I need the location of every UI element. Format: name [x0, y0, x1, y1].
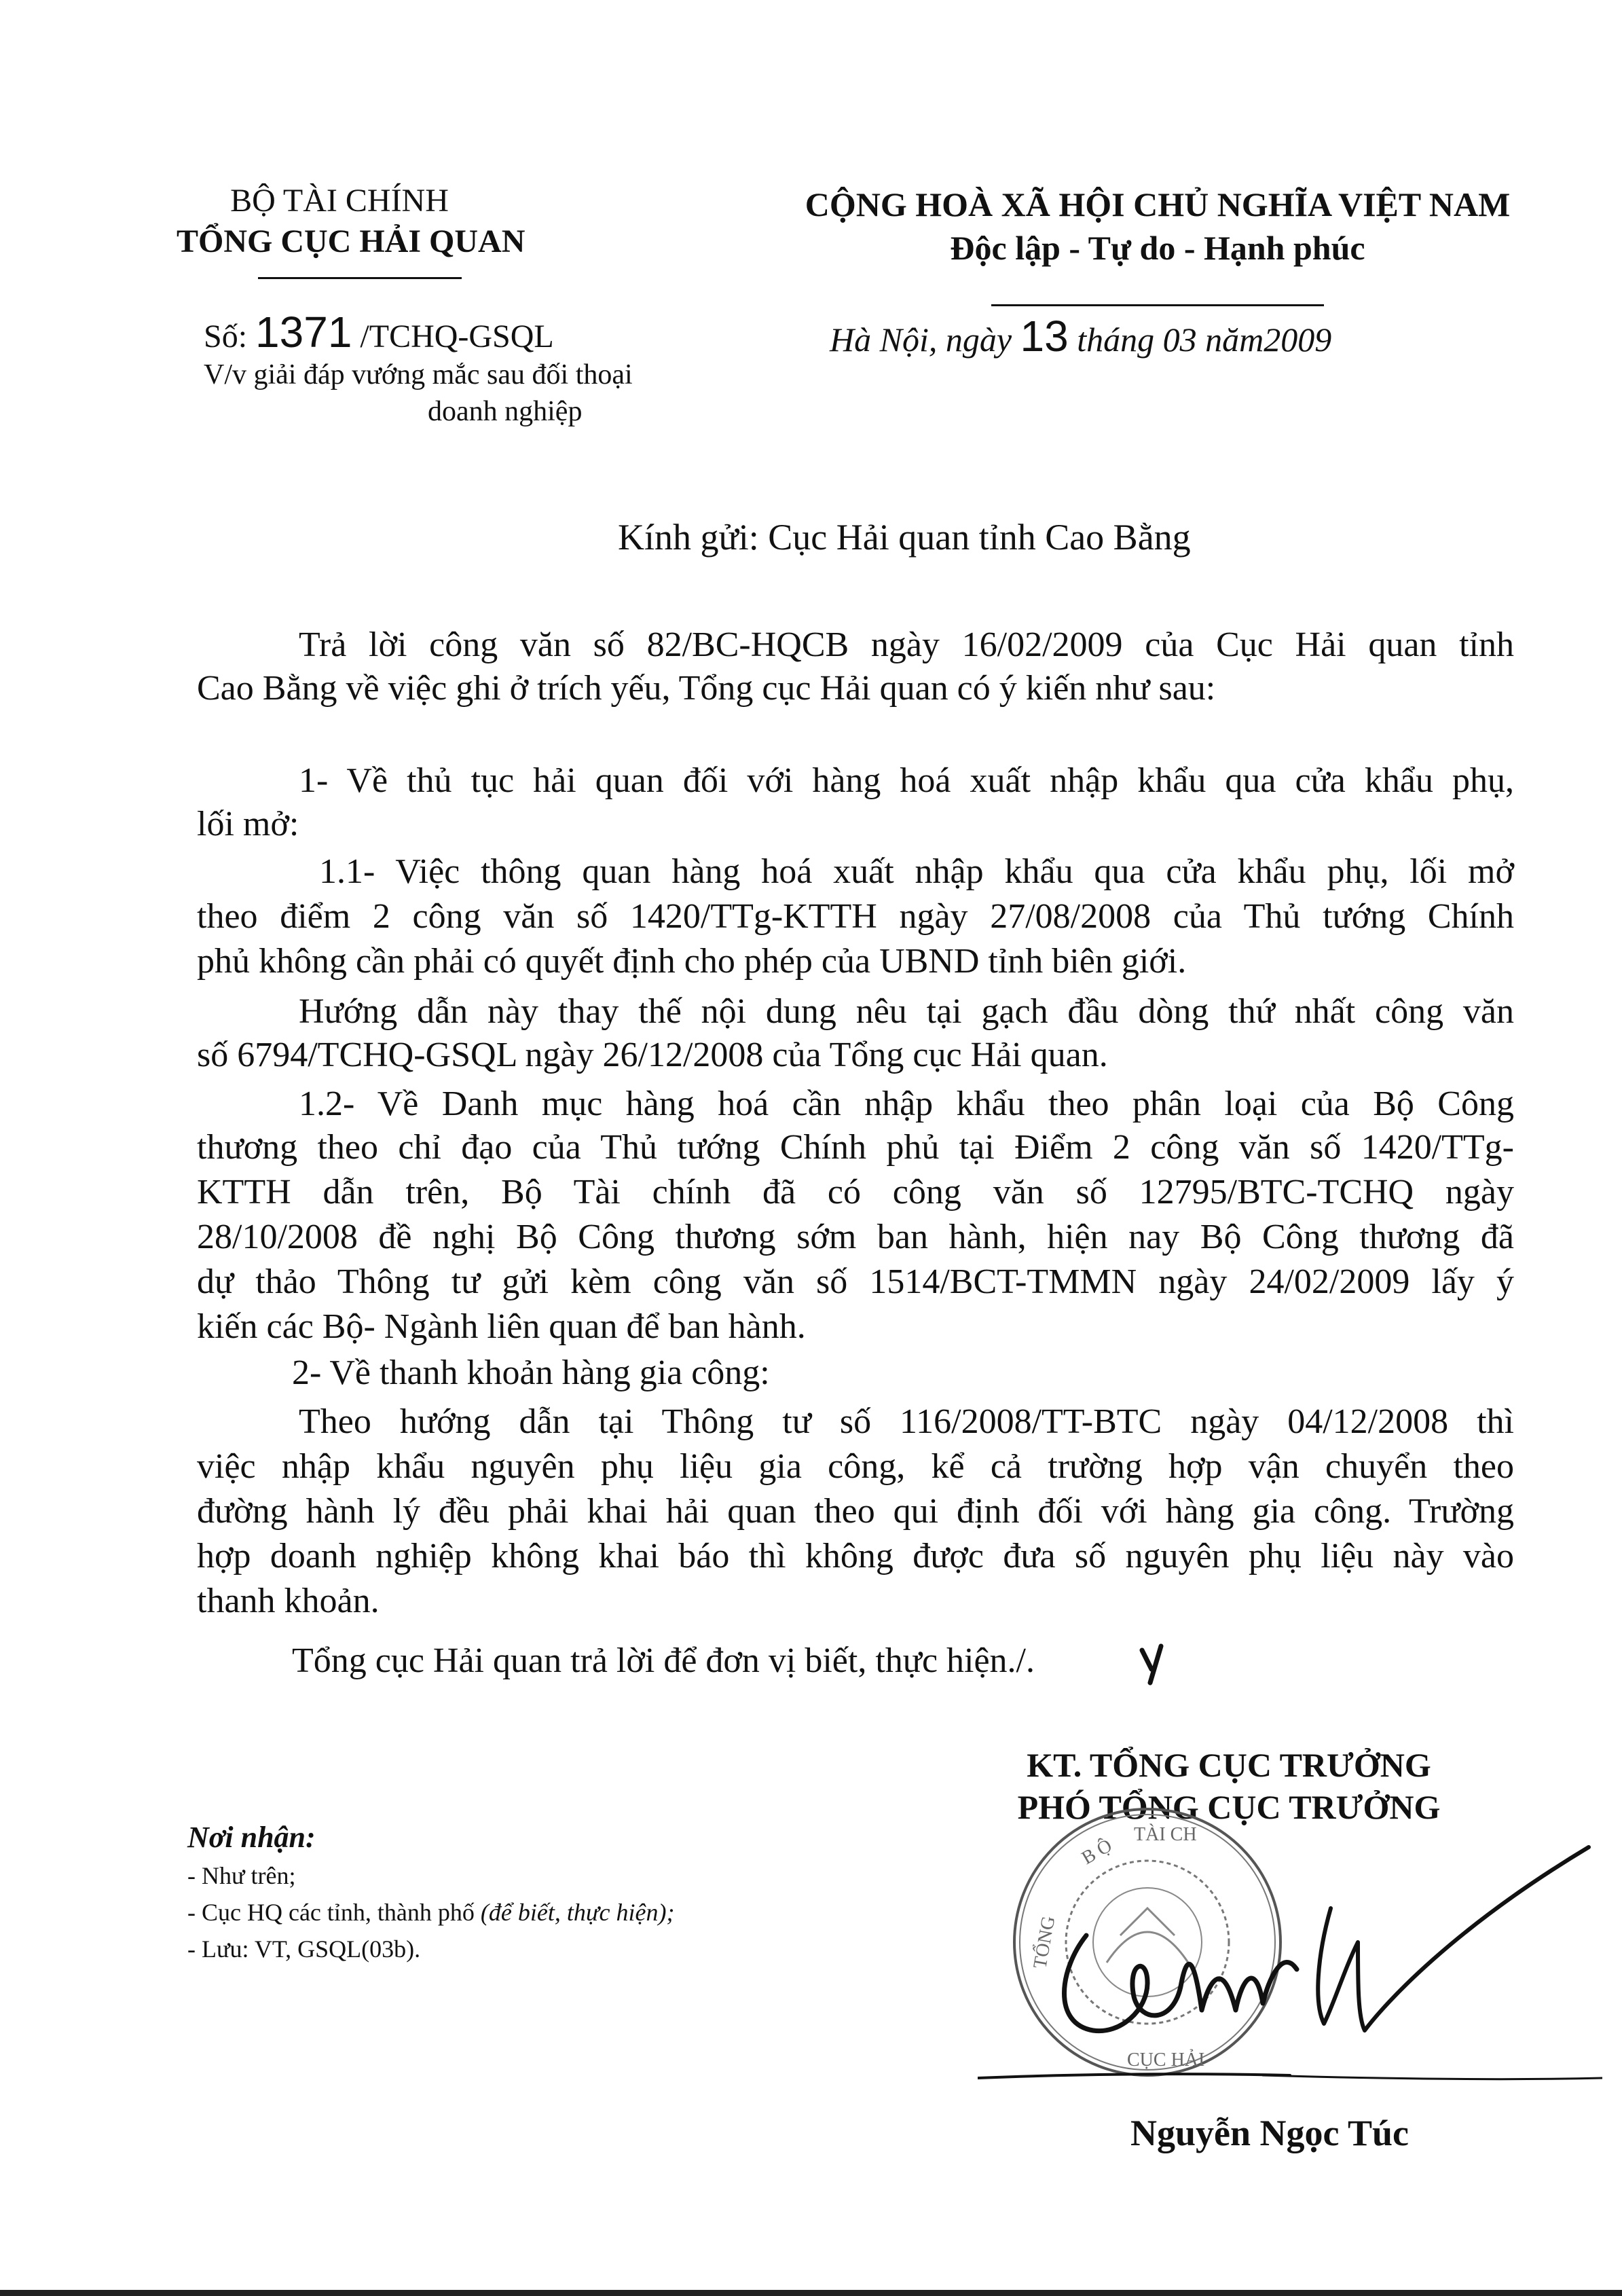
recipient-2: [187, 1896, 674, 1929]
national-motto: Độc lập - Tự do - Hạnh phúc: [950, 229, 1365, 267]
body-line-14: dự thảo Thông tư gửi kèm công văn số 1514/BCT-TMMN ngày 24/02/2009 lấy ý: [197, 1262, 1514, 1301]
body-line-5: 1.1- Việc thông quan hàng hoá xuất nhập khẩu qua cửa khẩu phụ, lối mở: [319, 852, 1514, 891]
body-line-8: Hướng dẫn này thay thế nội dung nêu tại gạch đầu dòng thứ nhất công văn: [299, 992, 1514, 1031]
header-right-rule: [991, 304, 1324, 306]
body-line-1: Trả lời công văn số 82/BC-HQCB ngày 16/02/2009 của Cục Hải quan tỉnh: [299, 625, 1514, 664]
date-day: 13: [1020, 312, 1069, 361]
doc-subject-line1: V/v giải đáp vướng mắc sau đối thoại: [204, 359, 633, 390]
date-year-label: năm: [1205, 321, 1264, 359]
body-line-18: việc nhập khẩu nguyên phụ liệu gia công, kể cả trường hợp vận chuyển theo: [197, 1447, 1514, 1486]
recipient-3: - Lưu: VT, GSQL(03b).: [187, 1935, 421, 1963]
body-line-12: KTTH dẫn trên, Bộ Tài chính đã có công văn số 12795/BTC-TCHQ ngày: [197, 1173, 1514, 1211]
body-line-2: Cao Bằng về việc ghi ở trích yếu, Tổng cục Hải quan có ý kiến như sau:: [197, 669, 1216, 708]
body-line-19: đường hành lý đều phải khai hải quan theo qui định đối với hàng gia công. Trường: [197, 1492, 1514, 1531]
svg-text:TÀI CH: TÀI CH: [1134, 1824, 1197, 1845]
body-line-22: Tổng cục Hải quan trả lời để đơn vị biết, thực hiện./.: [292, 1641, 1035, 1680]
doc-number-label: Số:: [204, 318, 248, 354]
date-year: 2009: [1264, 321, 1332, 359]
body-line-3: 1- Về thủ tục hải quan đối với hàng hoá xuất nhập khẩu qua cửa khẩu phụ,: [299, 761, 1514, 800]
body-line-7: phủ không cần phải có quyết định cho phép của UBND tỉnh biên giới.: [197, 942, 1187, 981]
date-month-label: tháng: [1077, 321, 1155, 359]
recipients-title: Nơi nhận:: [187, 1821, 316, 1854]
addressee: Kính gửi: Cục Hải quan tỉnh Cao Bằng: [618, 517, 1191, 558]
body-line-21: thanh khoản.: [197, 1582, 380, 1620]
signer-name: Nguyễn Ngọc Túc: [1130, 2113, 1409, 2153]
body-line-11: thương theo chỉ đạo của Thủ tướng Chính phủ tại Điểm 2 công văn số 1420/TTg-: [197, 1128, 1514, 1167]
svg-text:B Ộ: B Ộ: [1078, 1835, 1116, 1870]
body-line-17: Theo hướng dẫn tại Thông tư số 116/2008/TT-BTC ngày 04/12/2008 thì: [299, 1402, 1514, 1441]
recipient-2-text: - Cục HQ các tỉnh, thành phố: [187, 1899, 481, 1926]
date-prefix: Hà Nội, ngày: [830, 321, 1012, 359]
body-line-16: 2- Về thanh khoản hàng gia công:: [292, 1353, 770, 1392]
doc-subject-line2: doanh nghiệp: [428, 396, 583, 427]
body-line-6: theo điểm 2 công văn số 1420/TTg-KTTH ngày 27/08/2008 của Thủ tướng Chính: [197, 897, 1514, 936]
scan-bottom-edge: [0, 2290, 1622, 2296]
country-name: CỘNG HOÀ XÃ HỘI CHỦ NGHĨA VIỆT NAM: [805, 185, 1511, 223]
doc-number-value: 1371: [255, 308, 352, 357]
svg-text:CỤC HẢI: CỤC HẢI: [1127, 2049, 1205, 2071]
svg-text:TỔNG: TỔNG: [1029, 1914, 1060, 1971]
doc-number-suffix: /TCHQ-GSQL: [360, 318, 554, 354]
ministry-name: BỘ TÀI CHÍNH: [230, 183, 449, 219]
body-line-9: số 6794/TCHQ-GSQL ngày 26/12/2008 của Tổng cục Hải quan.: [197, 1036, 1108, 1074]
doc-date: [830, 311, 1331, 361]
initial-mark-icon: [1138, 1643, 1165, 1685]
handwritten-signature-icon: [978, 1806, 1602, 2105]
body-line-20: hợp doanh nghiệp không khai báo thì không được đưa số nguyên phụ liệu này vào: [197, 1537, 1514, 1575]
signature-title-1: KT. TỔNG CỤC TRƯỞNG: [1027, 1746, 1431, 1784]
body-line-4: lối mở:: [197, 805, 299, 843]
recipient-1: - Như trên;: [187, 1862, 296, 1889]
body-line-15: kiến các Bộ- Ngành liên quan để ban hành.: [197, 1307, 806, 1346]
body-line-10: 1.2- Về Danh mục hàng hoá cần nhập khẩu theo phân loại của Bộ Công: [299, 1085, 1514, 1123]
header-left-rule: [258, 277, 462, 279]
signature-title-2: PHÓ TỔNG CỤC TRƯỞNG: [1017, 1788, 1441, 1826]
recipient-2-note: (để biết, thực hiện);: [480, 1899, 675, 1926]
doc-number: [204, 307, 554, 357]
body-line-13: 28/10/2008 đề nghị Bộ Công thương sớm ban hành, hiện nay Bộ Công thương đã: [197, 1218, 1514, 1256]
agency-name: TỔNG CỤC HẢI QUAN: [177, 223, 526, 259]
date-month: 03: [1162, 321, 1197, 359]
